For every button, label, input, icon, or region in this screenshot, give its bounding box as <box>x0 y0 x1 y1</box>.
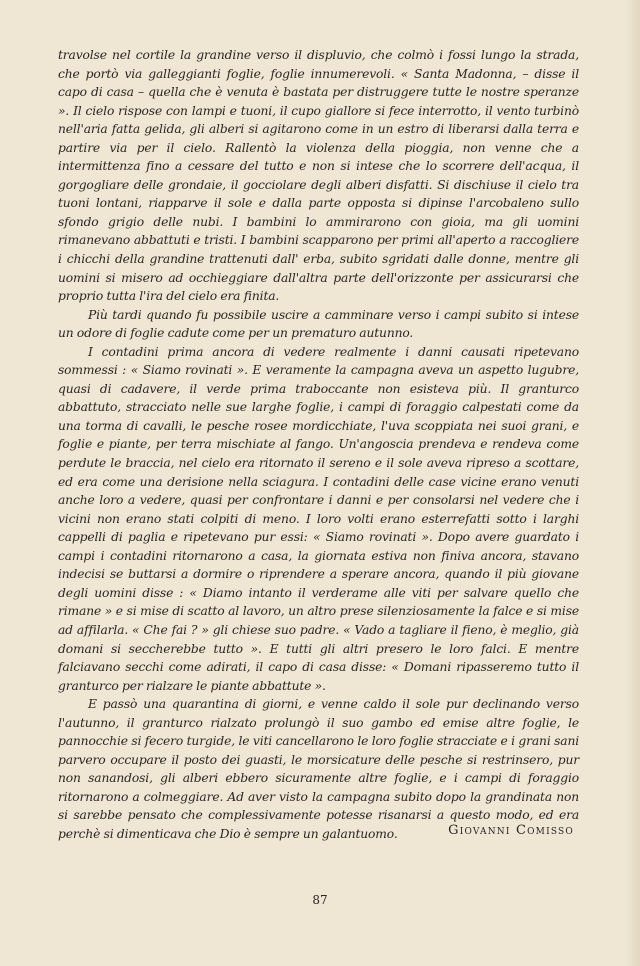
paragraph-2: Più tardi quando fu possibile uscire a camminare verso i campi subito si intese un odore di foglie cadute come per un prematuro autunno. <box>58 307 579 341</box>
paragraph-3: I contadini prima ancora di vedere realmente i danni causati ripetevano sommessi : « Siamo rovinati ». E veramente la campagna aveva un aspetto lugubre, quasi di cadavere, il verde prima traboccante non esisteva più. Il granturco abbattuto, stracciato nelle sue larghe foglie, i campi di foraggio calpestati come da una torma di cavalli, le pesche rosee mordicchiate, l'uva scoppiata nei suoi grani, e foglie e piante, per terra mischiate al fango. Un'angoscia prendeva e rendeva come perdute le braccia, nel cielo era ritornato il sereno e il sole aveva ripreso a scottare, ed era come una derisione nella sciagura. I contadini delle case vicine erano venuti anche loro a vedere, quasi per confrontare i danni e per consolarsi nel vedere che i vicini non erano stati colpiti di meno. I loro volti erano esterrefatti sotto i larghi cappelli di paglia e ripetevano pur essi: « Siamo rovinati ». Dopo avere guardato i campi i contadini ritornarono a casa, la giornata estiva non finiva ancora, stavano indecisi se buttarsi a dormire o riprendere a sperare ancora, quando il più giovane degli uomini disse : « Diamo intanto il verderame alle viti per salvare quello che rimane » e si mise di scatto al lavoro, un altro prese silenziosamente la falce e si mise ad affilarla. « Che fai ? » gli chiese suo padre. « Vado a tagliare il fieno, è meglio, già domani si seccherebbe tutto ». E tutti gli altri presero le loro falci. E mentre falciavano secchi come adirati, il capo di casa disse: « Domani ripasseremo tutto il granturco per rialzare le piante abbattute ». <box>58 344 579 693</box>
author-signature: Giovanni Comisso <box>448 823 574 838</box>
paragraph-4: E passò una quarantina di giorni, e venne caldo il sole pur declinando verso l'autunno, il granturco rialzato prolungò il suo gambo ed emise altre foglie, le pannocchie si fecero turgide, le viti cancellarono le loro foglie stracciate e i grani sani parvero occupare il posto dei guasti, le morsicature delle pesche si restrinsero, pur non sanandosi, gli alberi ebbero sicuramente altre foglie, e i campi di foraggio ritornarono a colmeggiare. Ad aver visto la campagna subito dopo la grandinata non si sarebbe pensato che complessivamente potesse risanarsi a questo modo, ed era perchè si dimenticava che Dio è sempre un galantuomo. <box>58 697 579 841</box>
page-edge-shadow <box>626 0 640 966</box>
article-body <box>58 46 579 844</box>
paragraph-1: travolse nel cortile la grandine verso il displuvio, che colmò i fossi lungo la strada, che portò via galleggianti foglie, foglie innumerevoli. « Santa Madonna, – disse il capo di casa – quella che è venuta è bastata per distruggere tutte le nostre speranze ». Il cielo rispose con lampi e tuoni, il cupo giallore si fece interrotto, il vento turbinò nell'aria fatta gelida, gli alberi si agitarono come in un estro di liberarsi dalla terra e partire via per il cielo. Rallentò la violenza della pioggia, non venne che a intermittenza fino a cessare del tutto e non si intese che lo scorrere dell'acqua, il gorgogliare delle grondaie, il gocciolare degli alberi disfatti. Si dischiuse il cielo tra tuoni lontani, riapparve il sole e dalla parte opposta si dipinse l'arcobaleno sullo sfondo grigio delle nubi. I bambini lo ammirarono con gioia, ma gli uomini rimanevano abbattuti e tristi. I bambini scapparono per primi all'aperto a raccogliere i chicchi della grandine trattenuti dall' erba, subito sgridati dalle donne, mentre gli uomini si misero ad occhieggiare dall'altra parte dell'orizzonte per assicurarsi che proprio tutta l'ira del cielo era finita. <box>58 48 579 304</box>
page-number: 87 <box>312 893 328 907</box>
